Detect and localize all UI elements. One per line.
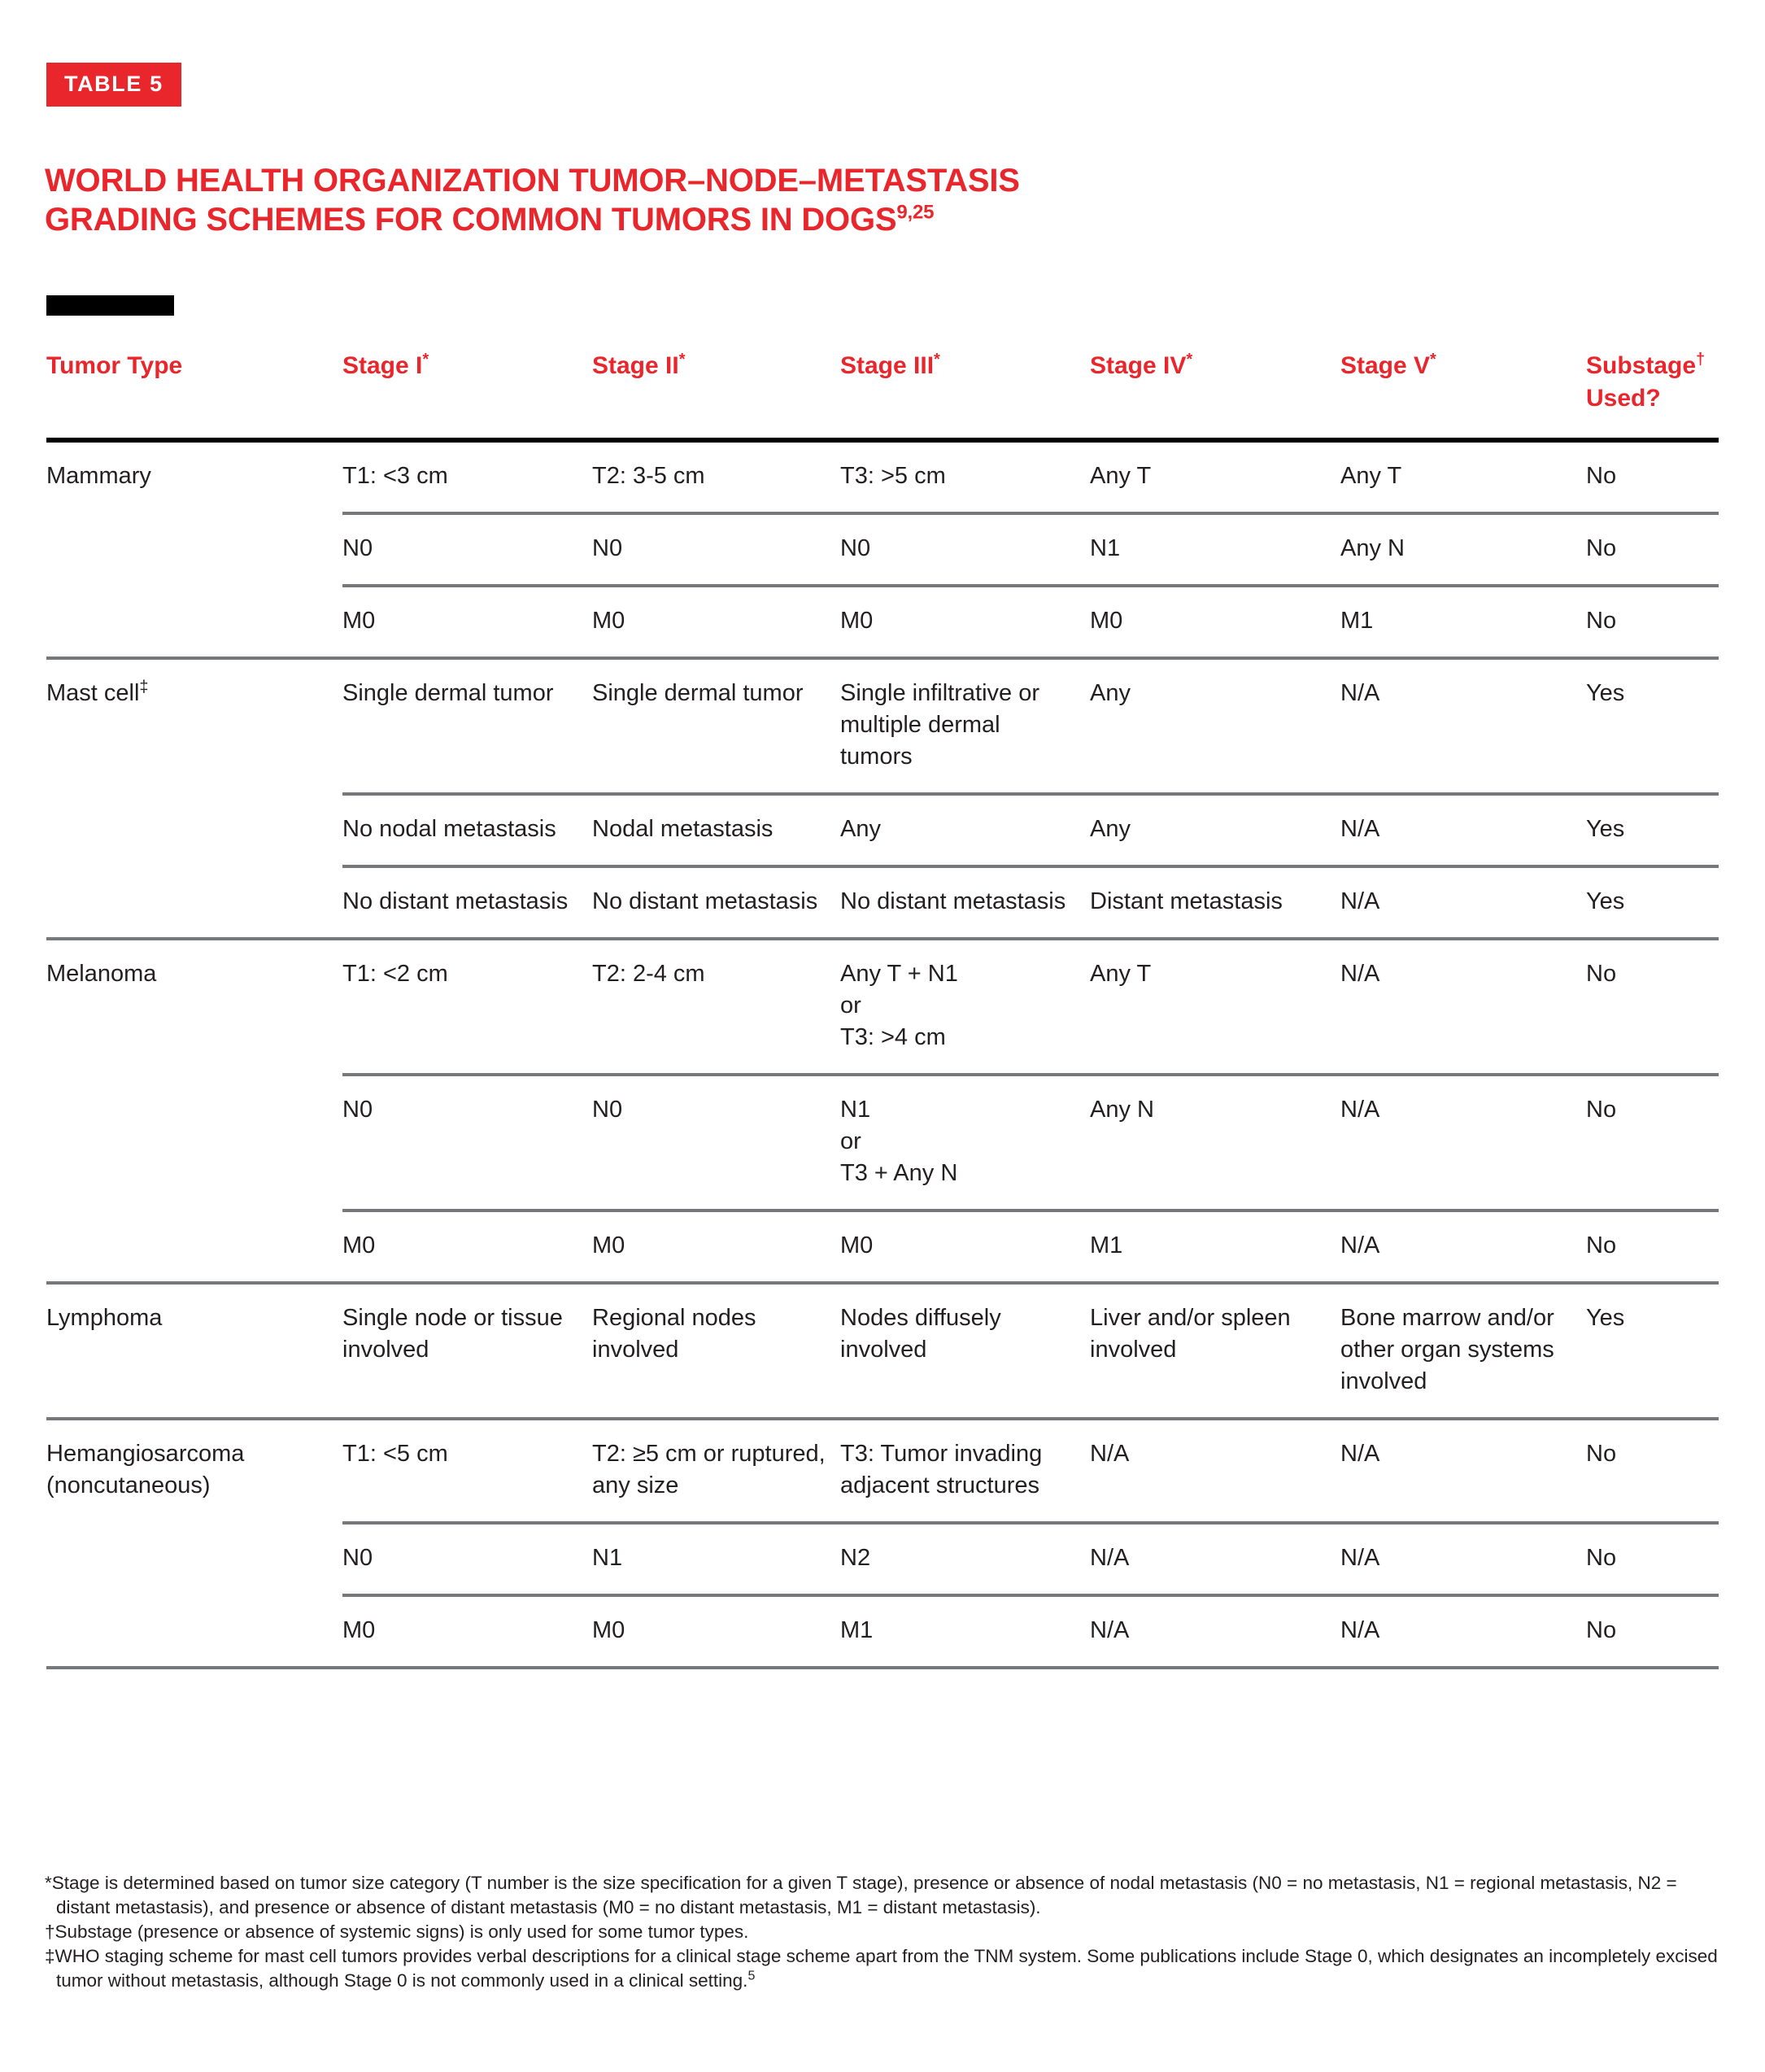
table-row: [46, 1283, 1719, 1419]
cell-stage-value: N/A: [1340, 866, 1586, 939]
cell-stage-value: Yes: [1586, 866, 1719, 939]
cell-stage-value: Liver and/or spleen involved: [1090, 1283, 1340, 1419]
cell-tumor-type: [46, 586, 342, 658]
cell-stage-value: Any T: [1340, 463, 1402, 489]
cell-stage-value: N0: [840, 513, 1090, 586]
footnote: [45, 1920, 1724, 1944]
cell-stage-value: No: [1586, 1595, 1719, 1668]
cell-stage-value: No: [1586, 1075, 1719, 1210]
cell-stage-value: M0: [592, 586, 840, 658]
cell-stage-value: No distant metastasis: [342, 866, 592, 939]
cell-stage-value: N0: [592, 513, 840, 586]
tumor-type-label: Melanoma: [46, 961, 157, 987]
cell-tumor-type: [46, 1075, 342, 1210]
table-row: [46, 1595, 1719, 1668]
column-header-stage-2: [592, 350, 840, 440]
footnote-marker: *: [45, 1873, 52, 1893]
cell-stage-value: No: [1586, 1210, 1719, 1283]
footnote-text: Stage is determined based on tumor size category (T number is the size specification for a given T stage), presence or absence of nodal metastasis (N0 = no metastasis, N1 = regional metastasis, N2 = distant metastasis), and presence or absence of distant metastasis (M0 = no distant metastasis, M1 = distant metastasis).: [51, 1873, 1677, 1917]
cell-stage-value: M0: [840, 586, 1090, 658]
cell-stage-value: Any: [1090, 794, 1340, 866]
cell-tumor-type: [46, 1523, 342, 1595]
column-header-superscript: *: [934, 351, 940, 369]
table-row: [46, 794, 1719, 866]
cell-stage-value: N1 or T3 + Any N: [840, 1075, 1090, 1210]
cell-stage-value: No: [1586, 463, 1617, 489]
cell-stage-value: M0: [1090, 586, 1340, 658]
cell-stage-value: M1: [1340, 586, 1586, 658]
cell-stage-value: M0: [342, 1595, 592, 1668]
cell-stage-value: N/A: [1340, 1595, 1586, 1668]
table-row: [46, 658, 1719, 794]
cell-stage-value: No: [1586, 939, 1719, 1075]
cell-stage-value: M0: [840, 1210, 1090, 1283]
column-header-stage-3: [840, 350, 1090, 440]
title-line-2: GRADING SCHEMES FOR COMMON TUMORS IN DOGS: [45, 202, 897, 238]
column-header-superscript: *: [1430, 351, 1436, 369]
cell-tumor-type: [46, 794, 342, 866]
column-header-label: Substage: [1586, 352, 1697, 379]
cell-stage-value: Any T: [1090, 463, 1152, 489]
cell-stage-value: Single infiltrative or multiple dermal tumors: [840, 658, 1090, 794]
cell-tumor-type: [46, 939, 342, 1075]
column-header-tumor-type: [46, 350, 342, 440]
footnote-text: WHO staging scheme for mast cell tumors provides verbal descriptions for a clinical stage scheme apart from the TNM system. Some publications include Stage 0, which designates an incompletely excised tumor without metastasis, although Stage 0 is not commonly used in a clinical setting.: [54, 1946, 1718, 1991]
grading-table: [46, 350, 1719, 1669]
column-header-superscript: *: [422, 351, 429, 369]
cell-stage-value: M1: [1090, 1210, 1340, 1283]
cell-stage-value: T2: ≥5 cm or ruptured, any size: [592, 1419, 840, 1523]
cell-stage-value: N/A: [1340, 1523, 1586, 1595]
cell-tumor-type: [46, 1283, 342, 1419]
cell-tumor-type: [46, 440, 342, 513]
cell-stage-value: T1: <5 cm: [342, 1419, 592, 1523]
table-header: [46, 350, 1719, 440]
cell-stage-value: M0: [592, 1210, 840, 1283]
column-header-superscript: *: [1186, 351, 1193, 369]
cell-stage-value: No distant metastasis: [592, 866, 840, 939]
cell-stage-value: Any T: [1090, 939, 1340, 1075]
cell-tumor-type: [46, 866, 342, 939]
page-title: [45, 161, 1427, 239]
cell-stage-value: Single node or tissue involved: [342, 1283, 592, 1419]
cell-stage-value: Yes: [1586, 1283, 1719, 1419]
cell-stage-value: N0: [342, 1075, 592, 1210]
footnote: [45, 1871, 1724, 1920]
column-header-label: Stage V: [1340, 352, 1431, 379]
tnm-grading-table: [46, 350, 1719, 1669]
cell-stage-value: No: [1586, 1419, 1719, 1523]
cell-stage-value: T2: 2-4 cm: [592, 939, 840, 1075]
cell-stage-value: N/A: [1340, 939, 1586, 1075]
cell-stage-value: N/A: [1340, 658, 1586, 794]
title-underline-rule: [46, 295, 174, 316]
column-header-stage-5: [1340, 350, 1586, 440]
cell-tumor-type: [46, 1210, 342, 1283]
cell-stage-value: N/A: [1340, 1419, 1586, 1523]
column-header-label: Stage III: [840, 352, 935, 379]
cell-stage-value: No distant metastasis: [840, 866, 1090, 939]
cell-stage-value: Any T + N1 or T3: >4 cm: [840, 939, 1090, 1075]
table-row: [46, 866, 1719, 939]
column-header-label-second-line: Used?: [1586, 385, 1661, 412]
title-superscript: 9,25: [896, 201, 935, 224]
table-row: [46, 939, 1719, 1075]
title-line-1: WORLD HEALTH ORGANIZATION TUMOR–NODE–METASTASIS: [45, 163, 1020, 198]
tumor-type-label: Mast cell‡: [46, 678, 149, 706]
cell-stage-value: No nodal metastasis: [342, 794, 592, 866]
cell-stage-value: T1: <2 cm: [342, 939, 592, 1075]
footnote-marker: ‡: [45, 1946, 55, 1966]
cell-stage-value: Nodal metastasis: [592, 794, 840, 866]
table-header-row: [46, 350, 1719, 440]
cell-stage-value: N1: [1090, 513, 1340, 586]
footnote-marker: †: [45, 1922, 55, 1942]
cell-stage-value: N/A: [1340, 794, 1586, 866]
column-header-stage-1: [342, 350, 592, 440]
cell-stage-value: M0: [342, 586, 592, 658]
tumor-type-label: Hemangiosarcoma: [46, 1441, 245, 1467]
cell-stage-value: N2: [840, 1523, 1090, 1595]
table-row: [46, 513, 1719, 586]
column-header-label: Stage I: [342, 352, 423, 379]
cell-stage-value: Single dermal tumor: [342, 658, 592, 794]
cell-tumor-type: [46, 513, 342, 586]
cell-stage-value: T1: <3 cm: [342, 463, 448, 489]
cell-stage-value: N/A: [1090, 1523, 1340, 1595]
cell-stage-value: N1: [592, 1523, 840, 1595]
cell-stage-value: N0: [342, 513, 592, 586]
footnote-superscript: 5: [747, 1969, 756, 1983]
cell-stage-value: No: [1586, 513, 1719, 586]
cell-stage-value: Regional nodes involved: [592, 1283, 840, 1419]
table-number-badge: TABLE 5: [46, 63, 181, 107]
table-body: [46, 440, 1719, 1668]
column-header-label: Stage IV: [1090, 352, 1187, 379]
cell-stage-value: Any N: [1090, 1075, 1340, 1210]
cell-stage-value: T2: 3-5 cm: [592, 463, 705, 489]
table-row: [46, 1210, 1719, 1283]
cell-tumor-type: [46, 658, 342, 794]
cell-stage-value: Yes: [1586, 658, 1719, 794]
footnote-text: Substage (presence or absence of systemic signs) is only used for some tumor types.: [54, 1922, 749, 1942]
cell-stage-value: N/A: [1340, 1075, 1586, 1210]
column-header-label: Tumor Type: [46, 352, 183, 379]
cell-stage-value: Any N: [1340, 513, 1586, 586]
cell-stage-value: N/A: [1090, 1419, 1340, 1523]
column-header-label: Stage II: [592, 352, 679, 379]
tumor-type-superscript: ‡: [139, 678, 149, 696]
tumor-type-label: (noncutaneous): [46, 1472, 211, 1498]
tumor-type-label: Lymphoma: [46, 1305, 163, 1331]
cell-stage-value: N/A: [1340, 1210, 1586, 1283]
tumor-type-label: Mammary: [46, 463, 151, 489]
table-row: [46, 1419, 1719, 1523]
table-row: [46, 1523, 1719, 1595]
cell-stage-value: Single dermal tumor: [592, 658, 840, 794]
cell-stage-value: Distant metastasis: [1090, 866, 1340, 939]
column-header-superscript: *: [678, 351, 686, 369]
column-header-superscript: †: [1696, 351, 1706, 369]
cell-stage-value: Any: [1090, 658, 1340, 794]
cell-stage-value: No: [1586, 586, 1719, 658]
cell-stage-value: M0: [342, 1210, 592, 1283]
cell-stage-value: Bone marrow and/or other organ systems involved: [1340, 1283, 1586, 1419]
table-row: [46, 440, 1719, 513]
footnote: [45, 1944, 1724, 1993]
cell-stage-value: Any: [840, 794, 1090, 866]
cell-stage-value: Nodes diffusely involved: [840, 1283, 1090, 1419]
cell-stage-value: M1: [840, 1595, 1090, 1668]
column-header-substage: [1586, 350, 1719, 440]
column-header-stage-4: [1090, 350, 1340, 440]
cell-stage-value: T3: >5 cm: [840, 463, 946, 489]
cell-stage-value: No: [1586, 1523, 1719, 1595]
cell-tumor-type: [46, 1595, 342, 1668]
cell-stage-value: N0: [592, 1075, 840, 1210]
table-row: [46, 586, 1719, 658]
table-row: [46, 1075, 1719, 1210]
footnotes: [45, 1871, 1724, 1993]
cell-stage-value: M0: [592, 1595, 840, 1668]
cell-tumor-type: [46, 1419, 342, 1523]
cell-stage-value: T3: Tumor invading adjacent structures: [840, 1419, 1090, 1523]
cell-stage-value: Yes: [1586, 794, 1719, 866]
cell-stage-value: N0: [342, 1523, 592, 1595]
cell-stage-value: N/A: [1090, 1595, 1340, 1668]
